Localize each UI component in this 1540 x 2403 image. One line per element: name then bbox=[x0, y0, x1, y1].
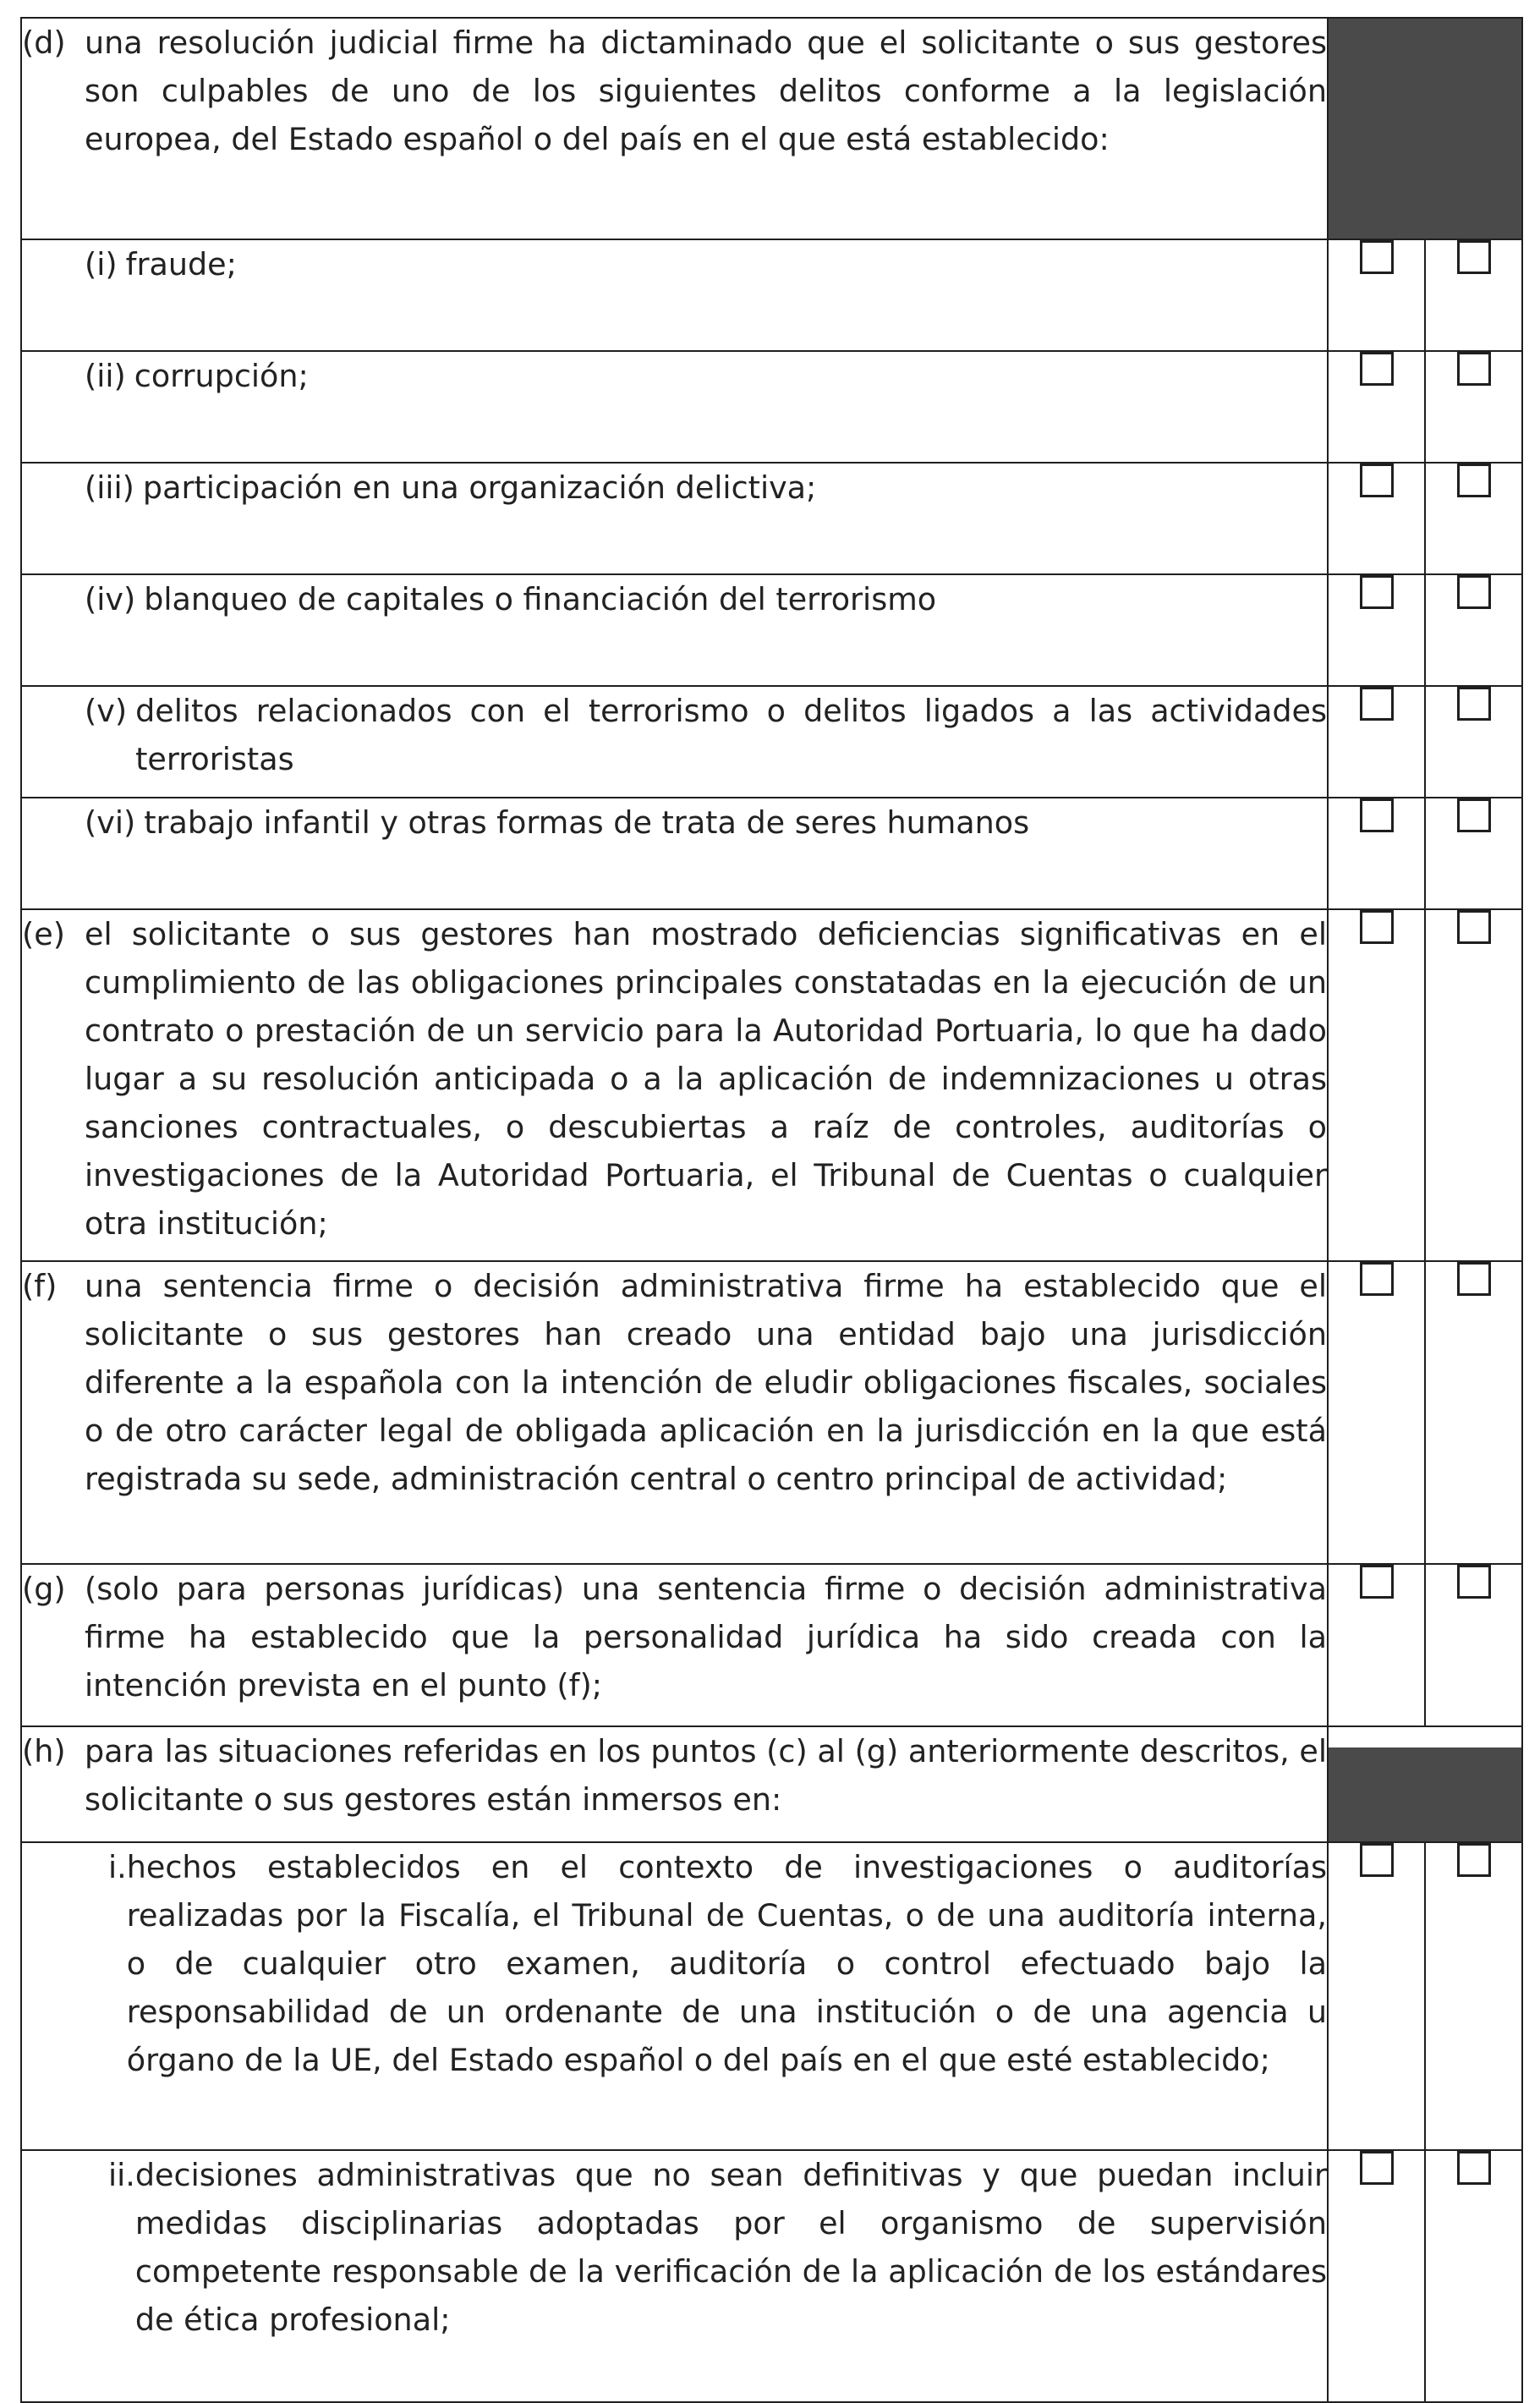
checkbox-cell-1 bbox=[1328, 2150, 1425, 2402]
row-text-cell bbox=[21, 1842, 1328, 2150]
checkbox-cell-2 bbox=[1425, 574, 1522, 686]
checkbox-cell-1 bbox=[1328, 1564, 1425, 1726]
row-f bbox=[21, 1261, 1522, 1564]
item-text: una resolución judicial firme ha dictaminado que el solicitante o sus gestores son culpables de uno de los siguientes delitos conforme a la legislación europea, del Estado español o del país en el que está establecido: bbox=[85, 25, 1327, 157]
checkbox-cell-1 bbox=[1328, 798, 1425, 909]
header-shaded-band bbox=[1329, 1747, 1521, 1841]
row-text-cell bbox=[21, 2150, 1328, 2402]
checkbox-d-i-1[interactable] bbox=[1360, 240, 1394, 274]
item-label: (e) bbox=[22, 916, 65, 952]
item-text: corrupción; bbox=[134, 358, 309, 394]
item-text: una sentencia firme o decisión administrativa firme ha establecido que el solicitante o sus gestores han creado una entidad bajo una jurisdicción diferente a la española con la intención de eludir obligaciones fiscales, sociales o de otro carácter legal de obligada aplicación en la jurisdicción en la que está registrada su sede, administración central o centro principal de actividad; bbox=[85, 1268, 1327, 1497]
row-d-vi bbox=[21, 798, 1522, 909]
checkbox-h-i-2[interactable] bbox=[1457, 1843, 1491, 1877]
checkbox-cell-1 bbox=[1328, 686, 1425, 798]
checkbox-cell-2 bbox=[1425, 2150, 1522, 2402]
item-label: (f) bbox=[22, 1268, 58, 1304]
item-text: fraude; bbox=[125, 246, 237, 283]
row-h bbox=[21, 1726, 1522, 1842]
checkbox-cell-2 bbox=[1425, 239, 1522, 351]
item-text: decisiones administrativas que no sean definitivas y que puedan incluir medidas disciplinarias adoptadas por el organismo de supervisión competente responsable de la verificación de la aplicación de los estándares de ética profesional; bbox=[134, 2157, 1327, 2338]
checkbox-d-vi-2[interactable] bbox=[1457, 798, 1491, 832]
item-text: participación en una organización delictiva; bbox=[142, 469, 817, 506]
row-text-cell bbox=[21, 574, 1328, 686]
checkbox-cell-1 bbox=[1328, 574, 1425, 686]
checkbox-d-i-2[interactable] bbox=[1457, 240, 1491, 274]
row-d-text-cell bbox=[21, 18, 1328, 239]
header-shaded-cell bbox=[1328, 18, 1522, 239]
item-label: (d) bbox=[22, 25, 66, 61]
checkbox-d-iii-1[interactable] bbox=[1360, 464, 1394, 497]
item-label: (iv) bbox=[85, 581, 136, 617]
row-h-i bbox=[21, 1842, 1522, 2150]
item-text: blanqueo de capitales o financiación del terrorismo bbox=[144, 581, 937, 617]
checkbox-d-v-2[interactable] bbox=[1457, 687, 1491, 721]
row-text-cell bbox=[21, 686, 1328, 798]
item-label: (ii) bbox=[85, 358, 126, 394]
checkbox-d-iii-2[interactable] bbox=[1457, 464, 1491, 497]
row-text-cell bbox=[21, 1564, 1328, 1726]
checkbox-h-i-1[interactable] bbox=[1360, 1843, 1394, 1877]
item-label: i. bbox=[108, 1849, 127, 1885]
row-g bbox=[21, 1564, 1522, 1726]
row-text-cell bbox=[21, 239, 1328, 351]
checkbox-cell-1 bbox=[1328, 1842, 1425, 2150]
row-h-ii bbox=[21, 2150, 1522, 2402]
checkbox-d-iv-2[interactable] bbox=[1457, 575, 1491, 609]
row-text-cell bbox=[21, 909, 1328, 1261]
checkbox-g-2[interactable] bbox=[1457, 1565, 1491, 1599]
item-text: hechos establecidos en el contexto de investigaciones o auditorías realizadas por la Fiscalía, el Tribunal de Cuentas, o de una auditoría interna, o de cualquier otro examen, auditoría o control efectuado bajo la responsabilidad de un ordenante de una institución o de una agencia u órgano de la UE, del Estado español o del país en el que esté establecido; bbox=[126, 1849, 1327, 2078]
checkbox-d-vi-1[interactable] bbox=[1360, 798, 1394, 832]
declaration-table bbox=[20, 17, 1523, 2403]
checkbox-cell-2 bbox=[1425, 1842, 1522, 2150]
item-label: (vi) bbox=[85, 804, 136, 841]
item-text: (solo para personas jurídicas) una sentencia firme o decisión administrativa firme ha establecido que la personalidad jurídica ha sido creada con la intención prevista en el punto (f); bbox=[85, 1571, 1327, 1703]
checkbox-f-2[interactable] bbox=[1457, 1262, 1491, 1296]
row-d-iv bbox=[21, 574, 1522, 686]
checkbox-d-ii-2[interactable] bbox=[1457, 352, 1491, 386]
row-d-ii bbox=[21, 351, 1522, 463]
checkbox-cell-2 bbox=[1425, 1564, 1522, 1726]
checkbox-d-iv-1[interactable] bbox=[1360, 575, 1394, 609]
item-text: para las situaciones referidas en los puntos (c) al (g) anteriormente descritos, el solicitante o sus gestores están inmersos en: bbox=[85, 1733, 1327, 1818]
item-text: el solicitante o sus gestores han mostrado deficiencias significativas en el cumplimiento de las obligaciones principales constatadas en la ejecución de un contrato o prestación de un servicio para la Autoridad Portuaria, lo que ha dado lugar a su resolución anticipada o a la aplicación de indemnizaciones u otras sanciones contractuales, o descubiertas a raíz de controles, auditorías o investigaciones de la Autoridad Portuaria, el Tribunal de Cuentas o cualquier otra institución; bbox=[85, 916, 1327, 1242]
item-text: delitos relacionados con el terrorismo o delitos ligados a las actividades terroristas bbox=[135, 693, 1327, 777]
checkbox-cell-1 bbox=[1328, 463, 1425, 574]
checkbox-cell-1 bbox=[1328, 909, 1425, 1261]
row-text-cell bbox=[21, 351, 1328, 463]
checkbox-cell-1 bbox=[1328, 1261, 1425, 1564]
item-label: (g) bbox=[22, 1571, 66, 1607]
checkbox-d-v-1[interactable] bbox=[1360, 687, 1394, 721]
row-text-cell bbox=[21, 463, 1328, 574]
checkbox-cell-2 bbox=[1425, 1261, 1522, 1564]
checkbox-d-ii-1[interactable] bbox=[1360, 352, 1394, 386]
checkbox-h-ii-1[interactable] bbox=[1360, 2151, 1394, 2185]
checkbox-g-1[interactable] bbox=[1360, 1565, 1394, 1599]
item-label: ii. bbox=[108, 2157, 135, 2193]
item-label: (i) bbox=[85, 246, 118, 283]
item-label: (v) bbox=[85, 693, 128, 729]
checkbox-cell-1 bbox=[1328, 351, 1425, 463]
row-e bbox=[21, 909, 1522, 1261]
checkbox-e-2[interactable] bbox=[1457, 910, 1491, 944]
header-shaded-cell-h bbox=[1328, 1726, 1522, 1842]
checkbox-cell-1 bbox=[1328, 239, 1425, 351]
row-d-i bbox=[21, 239, 1522, 351]
checkbox-e-1[interactable] bbox=[1360, 910, 1394, 944]
item-text: trabajo infantil y otras formas de trata de seres humanos bbox=[144, 804, 1030, 841]
checkbox-cell-2 bbox=[1425, 351, 1522, 463]
row-text-cell bbox=[21, 1261, 1328, 1564]
row-d-v bbox=[21, 686, 1522, 798]
row-d-iii bbox=[21, 463, 1522, 574]
row-h-text-cell bbox=[21, 1726, 1328, 1842]
checkbox-cell-2 bbox=[1425, 463, 1522, 574]
checkbox-h-ii-2[interactable] bbox=[1457, 2151, 1491, 2185]
item-label: (h) bbox=[22, 1733, 66, 1769]
row-text-cell bbox=[21, 798, 1328, 909]
checkbox-cell-2 bbox=[1425, 686, 1522, 798]
row-d bbox=[21, 18, 1522, 239]
checkbox-cell-2 bbox=[1425, 909, 1522, 1261]
item-label: (iii) bbox=[85, 469, 134, 506]
checkbox-cell-2 bbox=[1425, 798, 1522, 909]
checkbox-f-1[interactable] bbox=[1360, 1262, 1394, 1296]
